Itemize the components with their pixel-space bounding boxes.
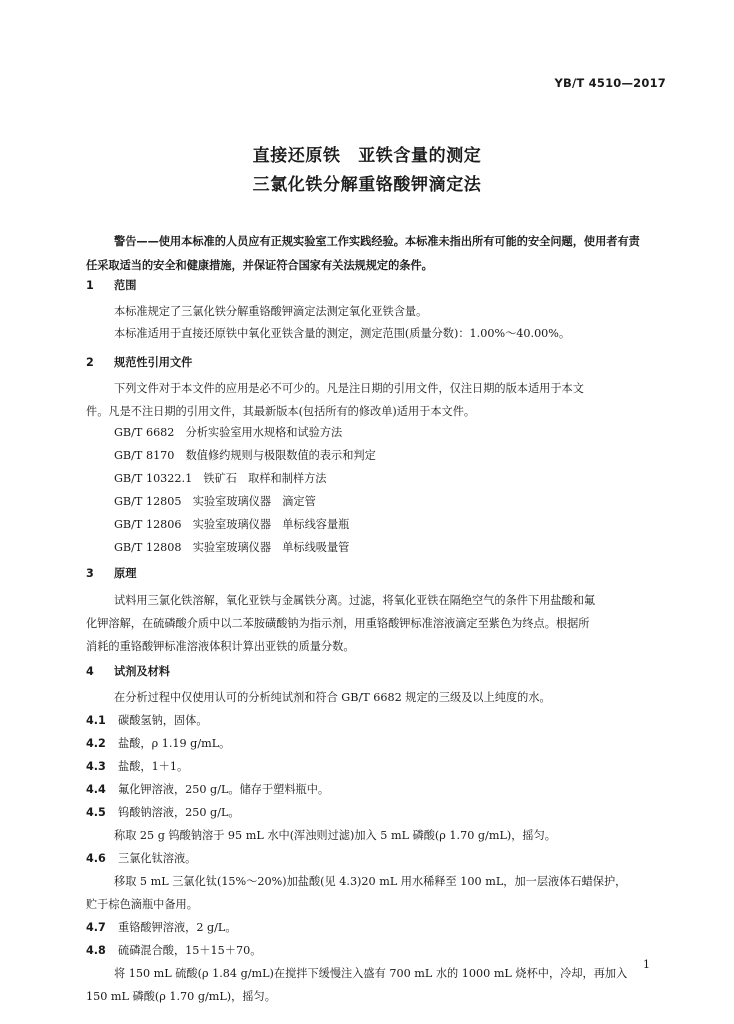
reference-item: GB/T 12805 实验室玻璃仪器 滴定管: [114, 495, 316, 508]
standard-code: YB/T 4510—2017: [554, 76, 666, 90]
reagent-4-6-detail-line-1: 移取 5 mL 三氯化钛(15%～20%)加盐酸(见 4.3)20 mL 用水稀释至 100 mL，加一层液体石蜡保护，: [114, 875, 627, 888]
reagent-text: 重铬酸钾溶液，2 g/L。: [118, 921, 237, 934]
reagent-text: 盐酸，ρ 1.19 g/mL。: [118, 737, 231, 750]
section-1-paragraph-1: 本标准规定了三氯化铁分解重铬酸钾滴定法测定氧化亚铁含量。: [114, 305, 428, 318]
reagent-4-6-detail-line-2: 贮于棕色滴瓶中备用。: [86, 898, 198, 911]
section-2-heading: [86, 354, 192, 372]
section-3-line-2: 化钾溶解，在硫磷酸介质中以二苯胺磺酸钠为指示剂，用重铬酸钾标准溶液滴定至紫色为终点。根据所: [86, 617, 590, 630]
section-4-title: 试剂及材料: [114, 665, 170, 678]
reagent-item: [86, 804, 240, 822]
title-line-2: 三氯化铁分解重铬酸钾滴定法: [252, 175, 482, 195]
reagent-text: 三氯化钛溶液。: [118, 852, 197, 865]
section-1-number: 1: [86, 279, 94, 292]
reagent-item: [86, 781, 329, 799]
reference-item: GB/T 8170 数值修约规则与极限数值的表示和判定: [114, 449, 376, 462]
reagent-4-5-detail: 称取 25 g 钨酸钠溶于 95 mL 水中(浑浊则过滤)加入 5 mL 磷酸(ρ 1.70 g/mL)，摇匀。: [114, 829, 556, 842]
section-2-number: 2: [86, 356, 94, 369]
reagent-text: 碳酸氢钠，固体。: [118, 714, 208, 727]
reference-item: GB/T 12808 实验室玻璃仪器 单标线吸量管: [114, 541, 350, 554]
reagent-text: 盐酸，1＋1。: [118, 760, 189, 773]
reagent-number: 4.5: [86, 806, 106, 819]
section-3-title: 原理: [114, 567, 137, 580]
reagent-item: [86, 735, 230, 753]
section-1-title: 范围: [114, 279, 137, 292]
section-4-number: 4: [86, 665, 94, 678]
reagent-item: [86, 758, 188, 776]
section-1-heading: [86, 277, 136, 295]
reference-item: GB/T 12806 实验室玻璃仪器 单标线容量瓶: [114, 518, 350, 531]
warning-paragraph: 警告——使用本标准的人员应有正规实验室工作实践经验。本标准未指出所有可能的安全问题，使用者有责任采取适当的安全和健康措施，并保证符合国家有关法规规定的条件。: [86, 235, 640, 272]
reagent-4-8-detail-line-1: 将 150 mL 硫酸(ρ 1.84 g/mL)在搅拌下缓慢注入盛有 700 mL 水的 1000 mL 烧杯中，冷却，再加入: [114, 967, 628, 980]
reagent-number: 4.2: [86, 737, 106, 750]
reagent-number: 4.3: [86, 760, 106, 773]
reference-item: GB/T 6682 分析实验室用水规格和试验方法: [114, 426, 343, 439]
reagent-number: 4.4: [86, 783, 106, 796]
reagent-number: 4.7: [86, 921, 106, 934]
reagent-text: 钨酸钠溶液，250 g/L。: [118, 806, 240, 819]
section-2-paragraph-line-1: 下列文件对于本文件的应用是必不可少的。凡是注日期的引用文件，仅注日期的版本适用于本文: [114, 382, 584, 395]
section-3-number: 3: [86, 567, 94, 580]
reagent-number: 4.8: [86, 944, 106, 957]
section-4-intro: 在分析过程中仅使用认可的分析纯试剂和符合 GB/T 6682 规定的三级及以上纯度的水。: [114, 691, 551, 704]
section-3-heading: [86, 565, 136, 583]
reagent-number: 4.6: [86, 852, 106, 865]
title-line-1: 直接还原铁 亚铁含量的测定: [252, 146, 482, 166]
reagent-number: 4.1: [86, 714, 106, 727]
section-2-title: 规范性引用文件: [114, 356, 193, 369]
reagent-item: [86, 942, 261, 960]
page-number: 1: [643, 958, 650, 971]
section-4-heading: [86, 663, 170, 681]
reagent-4-8-detail-line-2: 150 mL 磷酸(ρ 1.70 g/mL)，摇匀。: [86, 990, 276, 1003]
reagent-text: 硫磷混合酸，15＋15＋70。: [118, 944, 262, 957]
section-3-line-1: 试料用三氯化铁溶解，氧化亚铁与金属铁分离。过滤，将氧化亚铁在隔绝空气的条件下用盐酸和氟: [114, 594, 596, 607]
reagent-text: 氟化钾溶液，250 g/L。储存于塑料瓶中。: [118, 783, 330, 796]
reagent-item: [86, 919, 237, 937]
section-1-paragraph-2: 本标准适用于直接还原铁中氧化亚铁含量的测定，测定范围(质量分数)：1.00%～40.00%。: [114, 327, 571, 340]
reagent-item: [86, 712, 208, 730]
section-2-paragraph-line-2: 件。凡是不注日期的引用文件，其最新版本(包括所有的修改单)适用于本文件。: [86, 405, 476, 418]
section-3-line-3: 消耗的重铬酸钾标准溶液体积计算出亚铁的质量分数。: [86, 640, 355, 653]
reagent-item: [86, 850, 196, 868]
reference-item: GB/T 10322.1 铁矿石 取样和制样方法: [114, 472, 327, 485]
